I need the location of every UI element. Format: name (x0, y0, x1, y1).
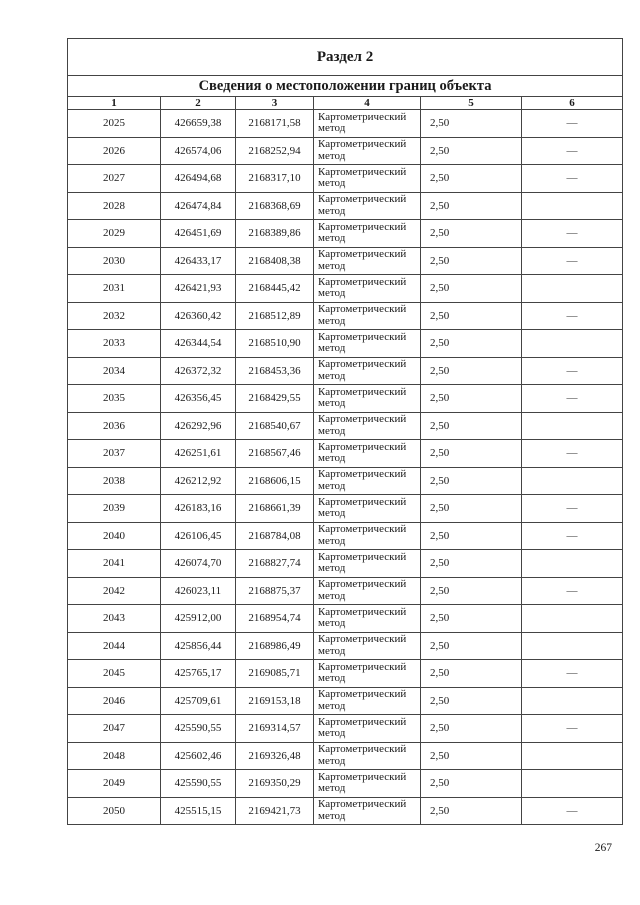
table-row (68, 192, 623, 220)
coordinate-x: 425590,55 (161, 715, 236, 743)
method-line-1: Картометрический (318, 275, 407, 288)
coordinate-y: 2168252,94 (236, 137, 314, 165)
table-row (68, 247, 623, 275)
method-line-1: Картометрический (318, 358, 407, 371)
point-description (522, 687, 623, 715)
point-description: — (522, 797, 623, 825)
determination-method (314, 632, 421, 660)
coordinate-y: 2168171,58 (236, 110, 314, 138)
point-description: — (522, 110, 623, 138)
table-row (68, 577, 623, 605)
determination-method (314, 522, 421, 550)
determination-method (314, 742, 421, 770)
point-description: — (522, 165, 623, 193)
point-number: 2049 (68, 770, 161, 798)
determination-method (314, 687, 421, 715)
coordinate-x: 426074,70 (161, 550, 236, 578)
accuracy-value: 2,50 (421, 495, 522, 523)
table-row (68, 770, 623, 798)
point-description: — (522, 137, 623, 165)
section-title: Раздел 2 (68, 39, 623, 76)
point-description (522, 550, 623, 578)
point-number: 2031 (68, 275, 161, 303)
point-description: — (522, 440, 623, 468)
determination-method (314, 605, 421, 633)
determination-method (314, 110, 421, 138)
method-line-2: метод (318, 754, 346, 767)
coordinate-x: 425602,46 (161, 742, 236, 770)
coordinate-y: 2168875,37 (236, 577, 314, 605)
coordinate-x: 425856,44 (161, 632, 236, 660)
coordinate-y: 2169350,29 (236, 770, 314, 798)
determination-method (314, 660, 421, 688)
point-description (522, 605, 623, 633)
method-line-1: Картометрический (318, 193, 407, 206)
accuracy-value: 2,50 (421, 550, 522, 578)
coordinate-y: 2168540,67 (236, 412, 314, 440)
coordinate-x: 426212,92 (161, 467, 236, 495)
accuracy-value: 2,50 (421, 192, 522, 220)
coordinate-x: 426421,93 (161, 275, 236, 303)
table-row (68, 467, 623, 495)
table-row (68, 632, 623, 660)
coordinate-x: 426474,84 (161, 192, 236, 220)
table-row (68, 715, 623, 743)
accuracy-value: 2,50 (421, 302, 522, 330)
method-line-2: метод (318, 232, 346, 245)
accuracy-value: 2,50 (421, 605, 522, 633)
coordinate-x: 426659,38 (161, 110, 236, 138)
determination-method (314, 137, 421, 165)
coordinate-x: 425515,15 (161, 797, 236, 825)
method-line-1: Картометрический (318, 495, 407, 508)
method-line-1: Картометрический (318, 330, 407, 343)
accuracy-value: 2,50 (421, 632, 522, 660)
table-row (68, 440, 623, 468)
determination-method (314, 330, 421, 358)
method-line-2: метод (318, 369, 346, 382)
coordinate-x: 425765,17 (161, 660, 236, 688)
coordinate-y: 2168429,55 (236, 385, 314, 413)
determination-method (314, 385, 421, 413)
point-number: 2029 (68, 220, 161, 248)
point-description: — (522, 715, 623, 743)
point-number: 2035 (68, 385, 161, 413)
coordinate-x: 426292,96 (161, 412, 236, 440)
coordinate-x: 426356,45 (161, 385, 236, 413)
method-line-2: метод (318, 204, 346, 217)
method-line-1: Картометрический (318, 715, 407, 728)
determination-method (314, 165, 421, 193)
point-number: 2037 (68, 440, 161, 468)
point-description: — (522, 495, 623, 523)
method-line-1: Картометрический (318, 138, 407, 151)
page-number: 267 (594, 842, 612, 854)
table-row (68, 660, 623, 688)
point-number: 2028 (68, 192, 161, 220)
method-line-2: метод (318, 424, 346, 437)
coordinate-x: 425709,61 (161, 687, 236, 715)
column-header: 2 (161, 97, 236, 110)
point-number: 2048 (68, 742, 161, 770)
coordinate-x: 426360,42 (161, 302, 236, 330)
table-row (68, 687, 623, 715)
point-number: 2044 (68, 632, 161, 660)
coordinate-y: 2168512,89 (236, 302, 314, 330)
accuracy-value: 2,50 (421, 165, 522, 193)
determination-method (314, 467, 421, 495)
column-header: 1 (68, 97, 161, 110)
table-row (68, 605, 623, 633)
point-number: 2041 (68, 550, 161, 578)
point-number: 2042 (68, 577, 161, 605)
point-number: 2027 (68, 165, 161, 193)
determination-method (314, 302, 421, 330)
method-line-2: метод (318, 287, 346, 300)
accuracy-value: 2,50 (421, 742, 522, 770)
coordinate-y: 2168408,38 (236, 247, 314, 275)
coordinate-x: 426451,69 (161, 220, 236, 248)
coordinate-x: 426433,17 (161, 247, 236, 275)
determination-method (314, 275, 421, 303)
accuracy-value: 2,50 (421, 275, 522, 303)
point-description: — (522, 660, 623, 688)
table-row (68, 302, 623, 330)
coordinate-y: 2168510,90 (236, 330, 314, 358)
table-row (68, 165, 623, 193)
accuracy-value: 2,50 (421, 357, 522, 385)
method-line-2: метод (318, 562, 346, 575)
document-sheet (67, 38, 622, 825)
determination-method (314, 357, 421, 385)
column-header: 6 (522, 97, 623, 110)
point-number: 2046 (68, 687, 161, 715)
coordinate-y: 2168784,08 (236, 522, 314, 550)
point-description: — (522, 522, 623, 550)
column-header: 4 (314, 97, 421, 110)
accuracy-value: 2,50 (421, 412, 522, 440)
determination-method (314, 550, 421, 578)
point-description: — (522, 577, 623, 605)
method-line-2: метод (318, 507, 346, 520)
method-line-1: Картометрический (318, 303, 407, 316)
column-header-row (68, 97, 623, 110)
point-number: 2040 (68, 522, 161, 550)
table-row (68, 550, 623, 578)
method-line-2: метод (318, 479, 346, 492)
point-description (522, 412, 623, 440)
method-line-1: Картометрический (318, 578, 407, 591)
coordinate-x: 425590,55 (161, 770, 236, 798)
point-description (522, 330, 623, 358)
coordinate-x: 426106,45 (161, 522, 236, 550)
coordinate-y: 2168986,49 (236, 632, 314, 660)
accuracy-value: 2,50 (421, 467, 522, 495)
accuracy-value: 2,50 (421, 715, 522, 743)
accuracy-value: 2,50 (421, 440, 522, 468)
point-number: 2032 (68, 302, 161, 330)
determination-method (314, 440, 421, 468)
point-description (522, 742, 623, 770)
table-row (68, 495, 623, 523)
determination-method (314, 577, 421, 605)
determination-method (314, 247, 421, 275)
accuracy-value: 2,50 (421, 687, 522, 715)
method-line-1: Картометрический (318, 798, 407, 811)
coordinate-y: 2168661,39 (236, 495, 314, 523)
table-row (68, 742, 623, 770)
method-line-1: Картометрический (318, 633, 407, 646)
point-description (522, 632, 623, 660)
point-number: 2047 (68, 715, 161, 743)
determination-method (314, 412, 421, 440)
coordinate-x: 426023,11 (161, 577, 236, 605)
section-subtitle: Сведения о местоположении границ объекта (68, 76, 623, 97)
coordinate-y: 2169421,73 (236, 797, 314, 825)
coordinate-y: 2168368,69 (236, 192, 314, 220)
coordinate-y: 2168389,86 (236, 220, 314, 248)
point-number: 2034 (68, 357, 161, 385)
determination-method (314, 495, 421, 523)
table-row (68, 522, 623, 550)
method-line-1: Картометрический (318, 110, 407, 123)
coordinate-x: 425912,00 (161, 605, 236, 633)
coordinate-y: 2168567,46 (236, 440, 314, 468)
coordinate-x: 426574,06 (161, 137, 236, 165)
method-line-1: Картометрический (318, 468, 407, 481)
method-line-2: метод (318, 699, 346, 712)
coordinate-y: 2169153,18 (236, 687, 314, 715)
accuracy-value: 2,50 (421, 330, 522, 358)
coordinate-y: 2169085,71 (236, 660, 314, 688)
determination-method (314, 715, 421, 743)
determination-method (314, 770, 421, 798)
coordinate-x: 426494,68 (161, 165, 236, 193)
accuracy-value: 2,50 (421, 577, 522, 605)
accuracy-value: 2,50 (421, 385, 522, 413)
method-line-1: Картометрический (318, 688, 407, 701)
coordinate-y: 2168954,74 (236, 605, 314, 633)
method-line-1: Картометрический (318, 413, 407, 426)
point-number: 2043 (68, 605, 161, 633)
point-description: — (522, 247, 623, 275)
coordinate-y: 2168827,74 (236, 550, 314, 578)
method-line-1: Картометрический (318, 743, 407, 756)
method-line-2: метод (318, 452, 346, 465)
coordinate-y: 2168453,36 (236, 357, 314, 385)
method-line-2: метод (318, 259, 346, 272)
method-line-1: Картометрический (318, 770, 407, 783)
table-row (68, 412, 623, 440)
method-line-1: Картометрический (318, 660, 407, 673)
point-description: — (522, 220, 623, 248)
determination-method (314, 220, 421, 248)
coordinate-x: 426344,54 (161, 330, 236, 358)
point-description (522, 275, 623, 303)
table-row (68, 137, 623, 165)
method-line-1: Картометрический (318, 605, 407, 618)
method-line-1: Картометрический (318, 220, 407, 233)
point-number: 2050 (68, 797, 161, 825)
point-number: 2025 (68, 110, 161, 138)
point-number: 2033 (68, 330, 161, 358)
accuracy-value: 2,50 (421, 797, 522, 825)
method-line-2: метод (318, 782, 346, 795)
coordinate-x: 426372,32 (161, 357, 236, 385)
table-row (68, 220, 623, 248)
accuracy-value: 2,50 (421, 247, 522, 275)
method-line-2: метод (318, 727, 346, 740)
accuracy-value: 2,50 (421, 220, 522, 248)
coordinate-x: 426251,61 (161, 440, 236, 468)
table-row (68, 330, 623, 358)
method-line-2: метод (318, 177, 346, 190)
point-number: 2036 (68, 412, 161, 440)
point-number: 2038 (68, 467, 161, 495)
method-line-2: метод (318, 342, 346, 355)
method-line-2: метод (318, 809, 346, 822)
method-line-1: Картометрический (318, 440, 407, 453)
method-line-1: Картометрический (318, 385, 407, 398)
accuracy-value: 2,50 (421, 660, 522, 688)
table-row (68, 385, 623, 413)
method-line-2: метод (318, 617, 346, 630)
method-line-2: метод (318, 122, 346, 135)
method-line-1: Картометрический (318, 248, 407, 261)
point-number: 2030 (68, 247, 161, 275)
method-line-2: метод (318, 534, 346, 547)
point-number: 2045 (68, 660, 161, 688)
point-description: — (522, 357, 623, 385)
method-line-2: метод (318, 314, 346, 327)
boundary-coordinates-table (67, 38, 623, 825)
accuracy-value: 2,50 (421, 522, 522, 550)
point-description: — (522, 302, 623, 330)
coordinate-y: 2169326,48 (236, 742, 314, 770)
column-header: 5 (421, 97, 522, 110)
table-row (68, 797, 623, 825)
determination-method (314, 797, 421, 825)
coordinate-x: 426183,16 (161, 495, 236, 523)
point-description (522, 467, 623, 495)
point-number: 2026 (68, 137, 161, 165)
coordinate-y: 2168317,10 (236, 165, 314, 193)
point-description (522, 770, 623, 798)
point-description: — (522, 385, 623, 413)
method-line-2: метод (318, 397, 346, 410)
coordinate-y: 2169314,57 (236, 715, 314, 743)
coordinate-y: 2168445,42 (236, 275, 314, 303)
coordinate-y: 2168606,15 (236, 467, 314, 495)
method-line-1: Картометрический (318, 550, 407, 563)
determination-method (314, 192, 421, 220)
method-line-2: метод (318, 589, 346, 602)
column-header: 3 (236, 97, 314, 110)
method-line-1: Картометрический (318, 165, 407, 178)
method-line-2: метод (318, 672, 346, 685)
method-line-1: Картометрический (318, 523, 407, 536)
method-line-2: метод (318, 644, 346, 657)
point-description (522, 192, 623, 220)
accuracy-value: 2,50 (421, 770, 522, 798)
accuracy-value: 2,50 (421, 137, 522, 165)
table-row (68, 357, 623, 385)
table-row (68, 275, 623, 303)
point-number: 2039 (68, 495, 161, 523)
table-row (68, 110, 623, 138)
accuracy-value: 2,50 (421, 110, 522, 138)
method-line-2: метод (318, 149, 346, 162)
